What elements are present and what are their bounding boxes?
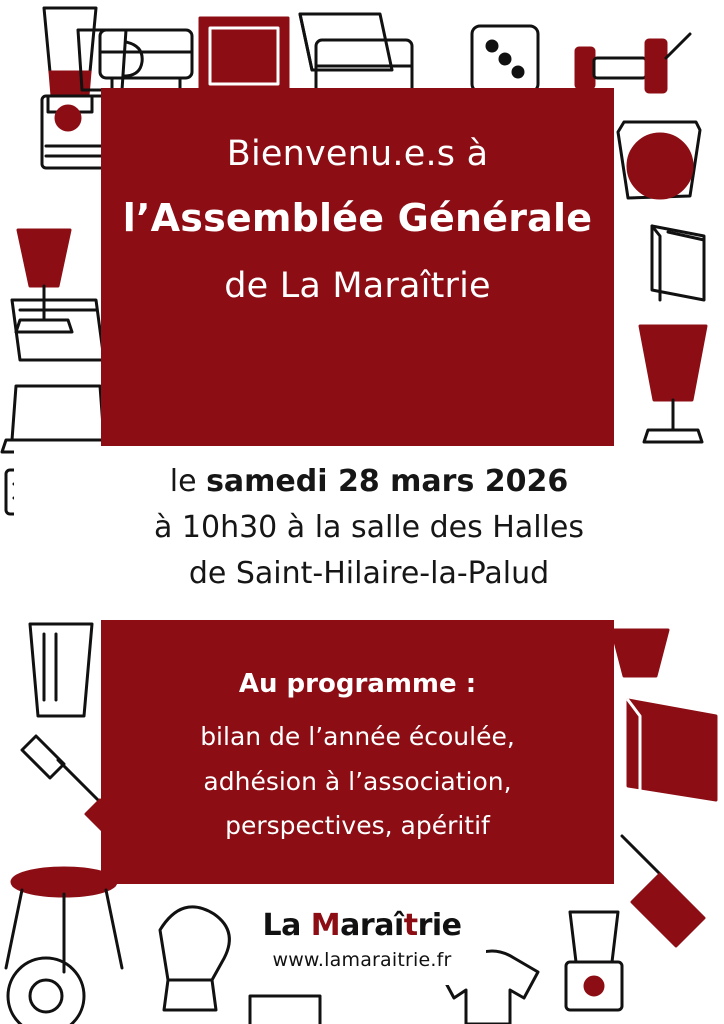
laptop-icon: [2, 386, 114, 452]
headline-block: [101, 130, 614, 323]
drinking-glass-icon: [30, 624, 92, 716]
dumbbell-icon: [576, 34, 690, 92]
open-book-icon: [300, 14, 392, 70]
shovel-icon: [622, 836, 704, 946]
lamp-shade-icon: [640, 326, 706, 442]
closed-book-icon: [12, 300, 104, 360]
circle-icon: [628, 134, 692, 198]
headline-line-1: Bienvenu.e.s à: [226, 134, 489, 174]
event-date-line-3: de Saint-Hilaire-la-Palud: [188, 556, 550, 592]
dice-icon: [472, 26, 538, 92]
sofa-icon: [100, 30, 192, 92]
picture-frame-icon: [200, 18, 288, 94]
programme-item: adhésion à l’association,: [203, 766, 512, 796]
desk-lamp-icon: [16, 230, 72, 332]
programme-item: bilan de l’année écoulée,: [200, 722, 515, 751]
logo-block: [238, 903, 486, 985]
cheese-wedge-icon: [628, 700, 716, 800]
picture-frame-icon: [250, 996, 320, 1024]
headline-line-2: l’Assemblée Générale: [122, 195, 593, 240]
gear-icon: [8, 958, 84, 1024]
programme-title: Au programme :: [238, 669, 477, 699]
programme-item: perspectives, apéritif: [225, 811, 490, 840]
event-date-block: [14, 462, 724, 601]
event-date-line-2: à 10h30 à la salle des Halles: [153, 510, 585, 546]
blender-2-icon: [566, 912, 622, 1010]
event-date-line-1: le samedi 28 mars 2026: [169, 464, 569, 499]
headline-line-3: de La Maraîtrie: [224, 265, 491, 306]
website-url[interactable]: www.lamaraitrie.fr: [272, 949, 452, 971]
bust-statue-icon: [160, 907, 229, 1010]
programme-block: [101, 665, 614, 852]
open-book-icon: [652, 226, 704, 300]
logo-wordmark: La Maraîtrie: [262, 908, 462, 943]
